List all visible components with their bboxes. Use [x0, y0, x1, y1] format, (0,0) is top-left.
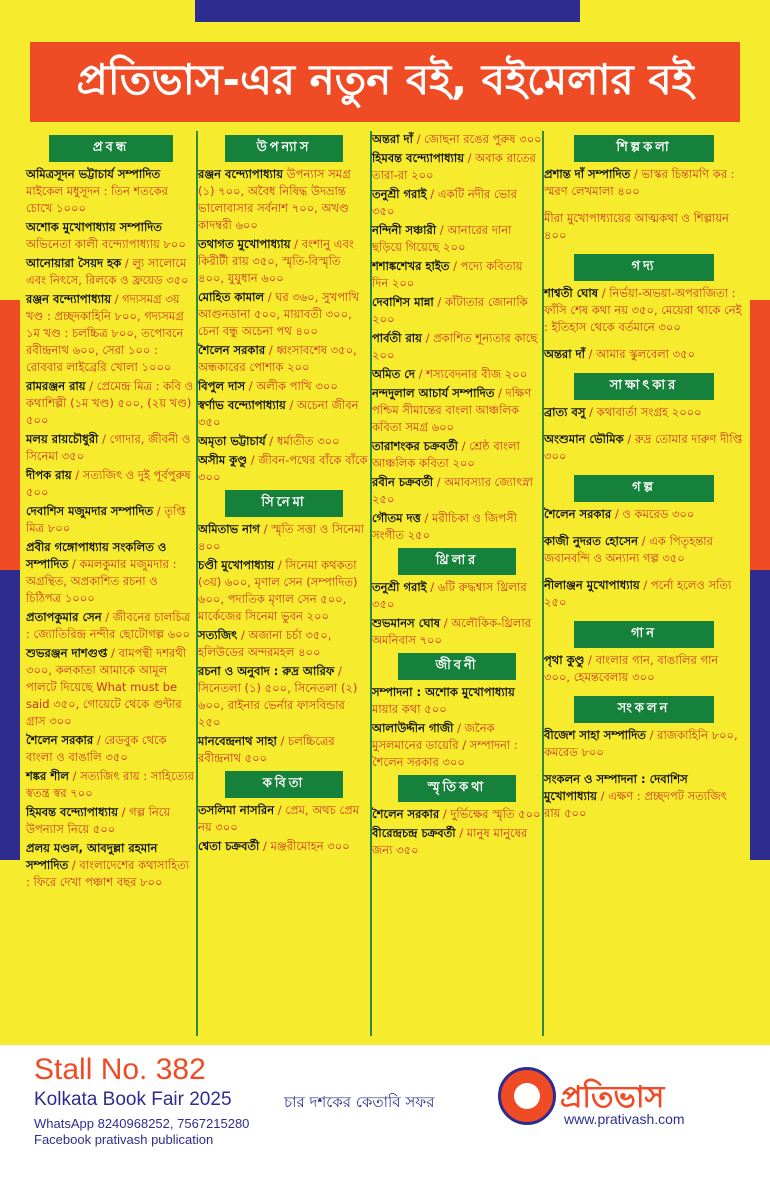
entry-titles: / ও কমরেড ৩০০: [614, 507, 695, 521]
book-entry: [198, 236, 370, 287]
entry-titles: / বামপন্থী দশরথী ৩০০, কলকাতা আমাকে আমূল পালটে দিয়েছে What must be said ৩৫০, গোয়েটে থেকে গুন্টার গ্রাস ৩০০: [26, 646, 187, 728]
title-banner: [30, 42, 740, 122]
book-entry: [26, 768, 196, 802]
entry-author: মোহিত কামাল: [198, 290, 265, 304]
book-entry: [26, 219, 196, 253]
entry-titles: / অমাবস্যার জ্যোৎস্না ২৫০: [372, 475, 533, 506]
entry-titles: / বাংলার গান, বাঙালির গান ৩০০, হেমন্তবেলায় ৩০০: [544, 653, 719, 684]
section-heading: জীবনী: [398, 653, 516, 680]
entry-titles: / অজানা চর্চা ৩৫০, হলিউডের অন্দরমহল ৪০০: [198, 628, 332, 659]
book-entry: [26, 609, 196, 643]
section-heading: সাক্ষাৎকার: [574, 373, 714, 400]
entry-titles: / ৬টি রুদ্ধশ্বাস থ্রিলার ৩৫০: [372, 580, 527, 611]
book-entry: [198, 342, 370, 376]
book-entry: [372, 438, 542, 472]
entry-titles: / একটি নদীর ভোর ৩৫০: [372, 187, 517, 218]
column-4: [544, 131, 744, 832]
stall-number: Stall No. 382: [34, 1053, 206, 1086]
book-entry: [544, 346, 744, 363]
entry-titles: / বংশানু এবং কিরীটী রায় ৩৫০, স্মৃতি-বিস্মৃতি ৪০০, যুযুধান ৬০০: [198, 237, 354, 285]
book-entry: [198, 663, 370, 731]
book-entry: [372, 186, 542, 220]
entry-author: বীজেশ সাহা সম্পাদিত: [544, 728, 646, 742]
entry-author: সত্যজিৎ: [198, 628, 238, 642]
footer: [0, 1045, 770, 1197]
book-entry: [198, 802, 370, 836]
book-entry: [372, 385, 542, 436]
book-entry: [544, 210, 744, 244]
entry-author: তারাশংকর চক্রবর্তী: [372, 439, 458, 453]
entry-author: শৈলেন সরকার: [544, 507, 612, 521]
entry-author: প্রলয় মণ্ডল, আবদুল্লা রহমান সম্পাদিত: [26, 841, 158, 872]
section-heading: কবিতা: [225, 771, 343, 798]
entry-author: হিমবন্ত বন্দ্যোপাধ্যায়: [26, 805, 118, 819]
entry-titles: / ভাস্কর চিন্তামণি কর : স্মরণ লেখমালা ৪০০: [544, 167, 735, 198]
entry-author: ব্রাত্য বসু: [544, 405, 586, 419]
entry-titles: / অলৌকিক-থ্রিলার অমনিবাস ৭০০: [372, 616, 531, 647]
entry-titles: উপন্যাস সমগ্র (১) ৭০০, অবৈধ নিষিদ্ধ উদভ্রান্ত ভালোবাসার সর্বনাশ ৭০০, অখণ্ড কাদম্বরী ৬০০: [198, 167, 351, 232]
book-entry: [26, 732, 196, 766]
entry-author: অন্তরা দাঁ: [544, 347, 585, 361]
book-entry: [26, 503, 196, 537]
book-entry: [26, 431, 196, 465]
book-entry: [372, 150, 542, 184]
section-heading: গান: [574, 621, 714, 648]
left-navy-stripe: [0, 570, 20, 860]
book-entry: [372, 684, 542, 718]
entry-author: রঞ্জন বন্দ্যোপাধ্যায়: [26, 292, 111, 306]
book-entry: [544, 533, 744, 567]
book-entry: [372, 294, 542, 328]
right-navy-stripe: [750, 570, 770, 860]
entry-titles: / সত্যজিৎ ও দুই পূর্বপুরুষ ৫০০: [26, 468, 191, 499]
entry-author: আলাউদ্দীন গাজী: [372, 721, 454, 735]
page-title: প্রতিভাস-এর নতুন বই, বইমেলার বই: [76, 54, 694, 104]
entry-titles: / সত্যজিৎ রায় : সাহিত্যের স্বতন্ত্র স্বর ৭০০: [26, 769, 194, 800]
entry-author: দীপক রায়: [26, 468, 72, 482]
entry-titles: / শ্রেষ্ঠ বাংলা আঞ্চলিক কবিতা ২০০: [372, 439, 520, 470]
book-entry: [198, 452, 370, 486]
entry-author: অসীম কুণ্ডু: [198, 453, 248, 467]
entry-author: মলয় রায়চৌধুরী: [26, 432, 99, 446]
entry-titles: মাইকেল মধুসূদন : তিন শতকের চোখে ১০০০: [26, 184, 168, 215]
entry-author: তসলিমা নাসরিন: [198, 803, 275, 817]
entry-titles: / কমলকুমার মজুমদার : অগ্রন্থিত, অপ্রকাশিত রচনা ও চিঠিপত্র ১০০০: [26, 557, 177, 605]
section-heading: উপন্যাস: [225, 135, 343, 162]
entry-titles: / জোছনা রঙের পুরুষ ৩০০: [416, 132, 542, 146]
entry-titles: / গোদার, জীবনী ও সিনেমা ৩৫০: [26, 432, 191, 463]
entry-titles: / ঘর ৩৬০, সুখপাখি আগুনডানা ৫০০, মায়াবতী ৩০০, চেনা বন্ধু অচেনা পথ ৪০০: [198, 290, 360, 338]
entry-author: তথাগত মুখোপাধ্যায়: [198, 237, 291, 251]
entry-titles: মায়ার কথা ৫০০: [372, 702, 447, 716]
section-heading: থ্রিলার: [398, 548, 516, 575]
book-entry: [372, 720, 542, 771]
entry-titles: / কাঁটাতার জোনাকি ২০০: [372, 295, 528, 326]
left-orange-stripe: [0, 300, 20, 570]
section-heading: প্রবন্ধ: [49, 135, 173, 162]
entry-titles: / প্রেম, অথচ প্রেম নয় ৩০০: [198, 803, 360, 834]
entry-titles: / প্রকাশিত শূন্যতার কাছে ২০০: [372, 331, 538, 362]
entry-author: শ্বেতা চক্রবর্তী: [198, 839, 260, 853]
entry-author: পার্বতী রায়: [372, 331, 422, 345]
entry-titles: / দুর্ভিক্ষের স্মৃতি ৫০০: [442, 807, 541, 821]
facebook-contact: Facebook prativash publication: [34, 1132, 214, 1147]
entry-titles: / ল্যু সালোমে এবং নিৎসে, রিলকে ও ফ্রয়েড ৩৫০: [26, 256, 189, 287]
entry-titles: / রেডবুক থেকে বাংলা ও বাঙালি ৩৫০: [26, 733, 167, 764]
entry-titles: / পদ্যে কবিতায় দিন ২০০: [372, 259, 523, 290]
entry-author: বীরেন্দ্রচন্দ্র চক্রবর্তী: [372, 826, 456, 840]
section-heading: শিল্পকলা: [574, 135, 714, 162]
section-heading: স্মৃতিকথা: [398, 775, 516, 802]
entry-titles: / পর্নো হলেও সত্যি ২৫০: [544, 578, 732, 609]
entry-titles: / জীবন-পথের বাঁকে বাঁকে ৩০০: [198, 453, 368, 484]
entry-author: রামরঞ্জন রায়: [26, 379, 86, 393]
book-entry: [372, 330, 542, 364]
entry-author: প্রশান্ত দাঁ সম্পাদিত: [544, 167, 631, 181]
book-entry: [26, 840, 196, 891]
entry-author: শশাঙ্কশেখর হাইত: [372, 259, 450, 273]
entry-titles: / তৃপ্তি মিত্র ৮০০: [26, 504, 186, 535]
book-entry: [544, 285, 744, 336]
book-entry: [26, 166, 196, 217]
book-entry: [544, 652, 744, 686]
book-entry: [372, 510, 542, 544]
entry-titles: / এক্ষণ : প্রচ্ছদপট সত্যজিৎ রায় ৫০০: [544, 789, 727, 820]
book-entry: [198, 166, 370, 234]
entry-titles: / গল্প নিয়ে উপন্যাস নিয়ে ৫০০: [26, 805, 171, 836]
entry-author: আনোয়ারা সৈয়দ হক: [26, 256, 122, 270]
entry-author: নন্দিনী সঞ্চারী: [372, 223, 437, 237]
book-entry: [372, 825, 542, 859]
entry-titles: / ধর্মাতীত ৩০০: [269, 434, 340, 448]
book-entry: [544, 166, 744, 200]
website-link[interactable]: www.prativash.com: [564, 1111, 685, 1127]
entry-titles: / জনৈক মুসলমানের ডায়েরি / সম্পাদনা : শৈলেন সরকার ৩০০: [372, 721, 518, 769]
entry-titles: / জীবনের চালচিত্র : জ্যোতিরিন্দ্র নন্দীর ছোটোগল্প ৬০০: [26, 610, 191, 641]
entry-author: শুভমানস ঘোষ: [372, 616, 441, 630]
entry-author: রচনা ও অনুবাদ : রুদ্র আরিফ: [198, 664, 335, 678]
entry-author: অমিত্রসূদন ভট্টাচার্য সম্পাদিত: [26, 167, 161, 181]
entry-author: মানবেন্দ্রনাথ সাহা: [198, 734, 277, 748]
entry-author: নন্দদুলাল আচার্য সম্পাদিত: [372, 386, 495, 400]
entry-titles: / সিনেমা কথকতা (৩য়) ৬০০, মৃণাল সেন (সম্পাদিত) ৬০০, পদাতিক মৃণাল সেন ৫০০, মার্কেজের সিনেমা ভুবন ২০০: [198, 558, 358, 623]
entry-titles: / মঞ্জরীমোহন ৩০০: [263, 839, 350, 853]
entry-titles: / অলীক পাখি ৩০০: [248, 379, 338, 393]
book-entry: [372, 615, 542, 649]
entry-author: শাশ্বতী ঘোষ: [544, 286, 599, 300]
book-entry: [372, 258, 542, 292]
right-orange-stripe: [750, 300, 770, 570]
entry-author: রঞ্জন বন্দ্যোপাধ্যায়: [198, 167, 283, 181]
section-heading: সিনেমা: [225, 490, 343, 517]
entry-titles: / চলচ্চিত্রের রবীন্দ্রনাথ ৫০০: [198, 734, 335, 765]
entry-author: প্রতাপকুমার সেন: [26, 610, 102, 624]
entry-author: অন্তরা দাঁ: [372, 132, 413, 146]
book-entry: [198, 433, 370, 450]
entry-author: প্রবীর গঙ্গোপাধ্যায় সংকলিত ও সম্পাদিত: [26, 540, 167, 571]
entry-author: অংশুমান ভৌমিক: [544, 432, 624, 446]
book-entry: [198, 289, 370, 340]
book-entry: [198, 397, 370, 431]
book-entry: [26, 804, 196, 838]
entry-titles: / আনারের দানা ছড়িয়ে গিয়েছে ২০০: [372, 223, 512, 254]
entry-titles: / মানুষ মানুষের জন্য ৩৫০: [372, 826, 528, 857]
entry-author: হিমবন্ত বন্দ্যোপাধ্যায়: [372, 151, 464, 165]
book-entry: [26, 291, 196, 376]
book-entry: [544, 577, 744, 611]
entry-titles: / শস্যবেদনার বীজ ২০০: [418, 367, 528, 381]
entry-author: শৈলেন সরকার: [198, 343, 266, 357]
book-entry: [26, 645, 196, 730]
book-entry: [544, 727, 744, 761]
column-1: [26, 131, 196, 893]
entry-titles: / প্রেমেন্দ্র মিত্র : কবি ও কথাশিল্পী (১ম খণ্ড) ৫০০, (২য় খণ্ড) ৫০০: [26, 379, 194, 427]
book-entry: [372, 474, 542, 508]
book-entry: [198, 838, 370, 855]
entry-author: গৌতম দত্ত: [372, 511, 421, 525]
book-entry: [198, 521, 370, 555]
whatsapp-contact: WhatsApp 8240968252, 7567215280: [34, 1116, 250, 1131]
entry-titles: / ধ্বংসাবশেষ ৩৫০, অন্ধকারের পোশাক ২০০: [198, 343, 357, 374]
entry-author: অমিতাভ নাগ: [198, 522, 260, 536]
entry-author: রবীন চক্রবর্তী: [372, 475, 434, 489]
entry-titles: / দক্ষিণ পশ্চিম সীমান্তের বাংলা আঞ্চলিক কবিতা সমগ্র ৬০০: [372, 386, 532, 434]
entry-author: তনুশ্রী গরাই: [372, 187, 427, 201]
entry-author: শঙ্কর শীল: [26, 769, 69, 783]
book-entry: [544, 431, 744, 465]
entry-author: কাজী নুদরত হোসেন: [544, 534, 638, 548]
tagline: চার দশকের কেতাবি সফর: [284, 1093, 435, 1111]
top-navy-bar: [195, 0, 580, 22]
entry-author: শৈলেন সরকার: [26, 733, 94, 747]
entry-author: অশোক মুখোপাধ্যায় সম্পাদিত: [26, 220, 162, 234]
section-heading: সংকলন: [574, 696, 714, 723]
entry-author: দেবাশিস মান্না: [372, 295, 434, 309]
entry-titles: / অবাক রাতের তারা-রা ২০০: [372, 151, 536, 182]
entry-author: সম্পাদনা : অশোক মুখোপাধ্যায়: [372, 685, 515, 699]
entry-titles: / স্মৃতি সত্তা ও সিনেমা ৪০০: [198, 522, 365, 553]
section-heading: গল্প: [574, 475, 714, 502]
entry-author: দেবাশিস মজুমদার সম্পাদিত: [26, 504, 154, 518]
entry-author: শৈলেন সরকার: [372, 807, 440, 821]
book-fair-name: Kolkata Book Fair 2025: [34, 1089, 232, 1110]
book-entry: [372, 222, 542, 256]
entry-author: শুভরঞ্জন দাশগুপ্ত: [26, 646, 108, 660]
book-entry: [198, 627, 370, 661]
brand-name: প্রতিভাস: [560, 1080, 665, 1115]
entry-author: অমৃতা ভট্টাচার্য: [198, 434, 266, 448]
book-entry: [26, 378, 196, 429]
book-entry: [26, 255, 196, 289]
entry-author: তনুশ্রী গরাই: [372, 580, 427, 594]
column-2: [198, 131, 370, 857]
entry-titles: / সিনেতলা (১) ৫০০, সিনেতলা (২) ৬০০, রাইনার ভের্নার ফাসবিন্ডার ২৫০: [198, 664, 358, 729]
entry-author: স্বর্ণাভ বন্দ্যোপাধ্যায়: [198, 398, 286, 412]
book-entry: [372, 131, 542, 148]
entry-titles: / অচেনা জীবন ৩৫০: [198, 398, 359, 429]
entry-titles: / নির্ভয়া-অভয়া-অপরাজিতা : ফাঁসি শেষ কথা নয় ৩৫০, মেয়েরা থাকে নেই : ইতিহাস থেকে বর্তমানে ৩০০: [544, 286, 742, 334]
book-entry: [372, 579, 542, 613]
book-entry: [544, 404, 744, 421]
book-entry: [544, 771, 744, 822]
book-entry: [372, 806, 542, 823]
entry-titles: মীরা মুখোপাধ্যায়ের আত্মকথা ও শিল্পায়ন ৪০০: [544, 211, 729, 242]
book-entry: [544, 506, 744, 523]
book-entry: [372, 366, 542, 383]
entry-author: সংকলন ও সম্পাদনা : দেবাশিস মুখোপাধ্যায়: [544, 772, 688, 803]
entry-titles: / কথাবার্তা সংগ্রহ ২০০০: [589, 405, 702, 419]
book-entry: [198, 733, 370, 767]
entry-titles: অভিনেতা কালী বন্দ্যোপাধ্যায় ৮০০: [26, 237, 186, 251]
book-entry: [26, 467, 196, 501]
entry-titles: / গদ্যসমগ্র ৩য় খণ্ড : প্রচ্ছদকাহিনি ৮০০, গদ্যসমগ্র ১ম খণ্ড : চলচ্চিত্র ৮০০, তপোবনে রবীন্দ্রনাথ ৬০০, সেরা ১০০ : রোববার লাইব্রেরি খোলা ১০০০: [26, 292, 184, 374]
column-3: [372, 131, 542, 861]
entry-titles: / রুদ্র তোমার দারুণ দীপ্তি ৩০০: [544, 432, 743, 463]
entry-author: পৃথা কুণ্ডু: [544, 653, 585, 667]
entry-titles: / মরীচিকা ও জিপসী সংগীত ২৫০: [372, 511, 517, 542]
book-entry: [198, 378, 370, 395]
publisher-logo-icon: [498, 1067, 556, 1125]
entry-author: নীলাঞ্জন মুখোপাধ্যায়: [544, 578, 640, 592]
entry-author: বিপুল দাস: [198, 379, 246, 393]
entry-titles: / আমার স্কুলবেলা ৩৫০: [588, 347, 696, 361]
entry-titles: / এক পিতৃহন্তার জবানবন্দি ও অন্যান্য গল্প ৩৫০: [544, 534, 713, 565]
book-entry: [26, 539, 196, 607]
entry-author: চণ্ডী মুখোপাধ্যায়: [198, 558, 275, 572]
book-entry: [198, 557, 370, 625]
section-heading: গদ্য: [574, 254, 714, 281]
entry-author: অমিত দে: [372, 367, 415, 381]
entry-titles: / বাংলাদেশের কথাসাহিত্য : ফিরে দেখা পঞ্চাশ বছর ৮০০: [26, 858, 190, 889]
entry-titles: / রাজকাহিনি ৮০০, কমরেড ৮০০: [544, 728, 738, 759]
